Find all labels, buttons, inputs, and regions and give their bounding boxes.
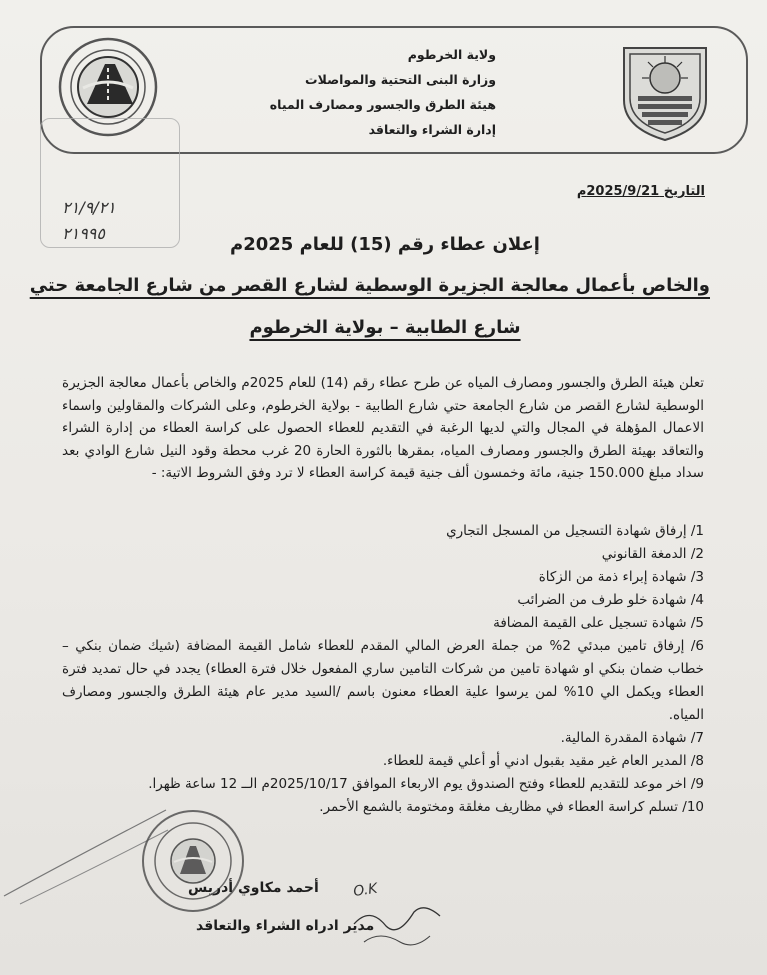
announcement-subject-line-1: والخاص بأعمال معالجة الجزيرة الوسطية لشارع القصر من شارع الجامعة حتي [29,275,710,296]
body-paragraph: تعلن هيئة الطرق والجسور ومصارف المياه عن طرح عطاء رقم (14) للعام 2025م والخاص بأعمال معالجة الجزيرة الوسطية لشارع القصر من شارع الجامعة حتي شارع الطابية - بولاية الخرطوم، وعلى الشركات والمقاولين واسماء الاعمال المؤهلة في المجال والتي لديها الرغبة في التقديم للعطاء الحصول على كراسة العطاء من إدارة الشراء والتعاقد بهيئة الطرق والجسور ومصارف المياه، بمقرها بالثورة الحارة 20 غرب محطة وقود النيل شارع الوادي بعد سداد مبلغ 150.000 جنية، مائة وخمسون ألف جنية قيمة كراسة العطاء لا ترد وفق الشروط الاتية: - [62,375,705,481]
receipt-stamp [40,118,180,248]
condition-item: 3/ شهادة إبراء ذمة من الزكاة [538,569,704,585]
header-line-ministry: وزارة البنى التحتية والمواصلات [305,72,496,87]
signatory-title: مدير ادراه الشراء والتعاقد [196,918,375,934]
conditions-list [62,520,704,819]
condition-item: 1/ إرفاق شهادة التسجيل من المسجل التجاري [446,523,704,539]
condition-item: 5/ شهادة تسجيل على القيمة المضافة [493,615,704,631]
official-seal-icon [140,808,246,914]
header-line-state: ولاية الخرطوم [407,47,496,62]
document-date: التاريخ 2025/9/21م [576,184,705,199]
header-line-department: إدارة الشراء والتعاقد [368,122,496,137]
announcement-subject-line-2: شارع الطابية – بولاية الخرطوم [249,317,521,338]
condition-item: 9/ اخر موعد للتقديم للعطاء وفتح الصندوق يوم الاربعاء الموافق 2025/10/17م الــ 12 ساعة ظهرا. [148,776,704,792]
handwritten-ok: O.K [352,880,379,900]
condition-item: 10/ تسلم كراسة العطاء في مظاريف مغلقة ومختومة بالشمع الأحمر. [319,799,704,815]
condition-item: 7/ شهادة المقدرة المالية. [560,730,704,746]
letterhead-text [250,42,496,142]
condition-item: 6/ إرفاق تامين مبدئي 2% من جملة العرض المالي المقدم للعطاء شامل القيمة المضافة (شيك ضمان بنكي – خطاب ضمان بنكي او شهادة تامين من شركات التامين ساري المفعول خلال فترة العطاء) يجدد في حال تمديد فترة العطاء ويكمل الي 10% لمن يرسوا علية العطاء معنون باسم /السيد مدير عام هيئة الطرق والجسور ومصارف المياه. [62,638,705,723]
condition-item: 8/ المدير العام غير مقيد بقبول ادني أو أعلي قيمة للعطاء. [382,753,704,769]
condition-item: 4/ شهادة خلو طرف من الضرائب [517,592,704,608]
announcement-title: إعلان عطاء رقم (15) للعام 2025م [230,234,540,255]
announcement-body [62,372,704,485]
handwritten-approval [340,872,450,952]
khartoum-state-emblem-icon [616,38,714,142]
header-line-authority: هيئة الطرق والجسور ومصارف المياه [269,97,496,112]
condition-item: 2/ الدمغة القانوني [601,546,704,562]
signatory-name: أحمد مكاوي أدريس [188,880,319,896]
stamp-date: ٢١/٩/٢١ [62,198,116,217]
stamp-number: ٢١٩٩٥ [62,224,105,243]
